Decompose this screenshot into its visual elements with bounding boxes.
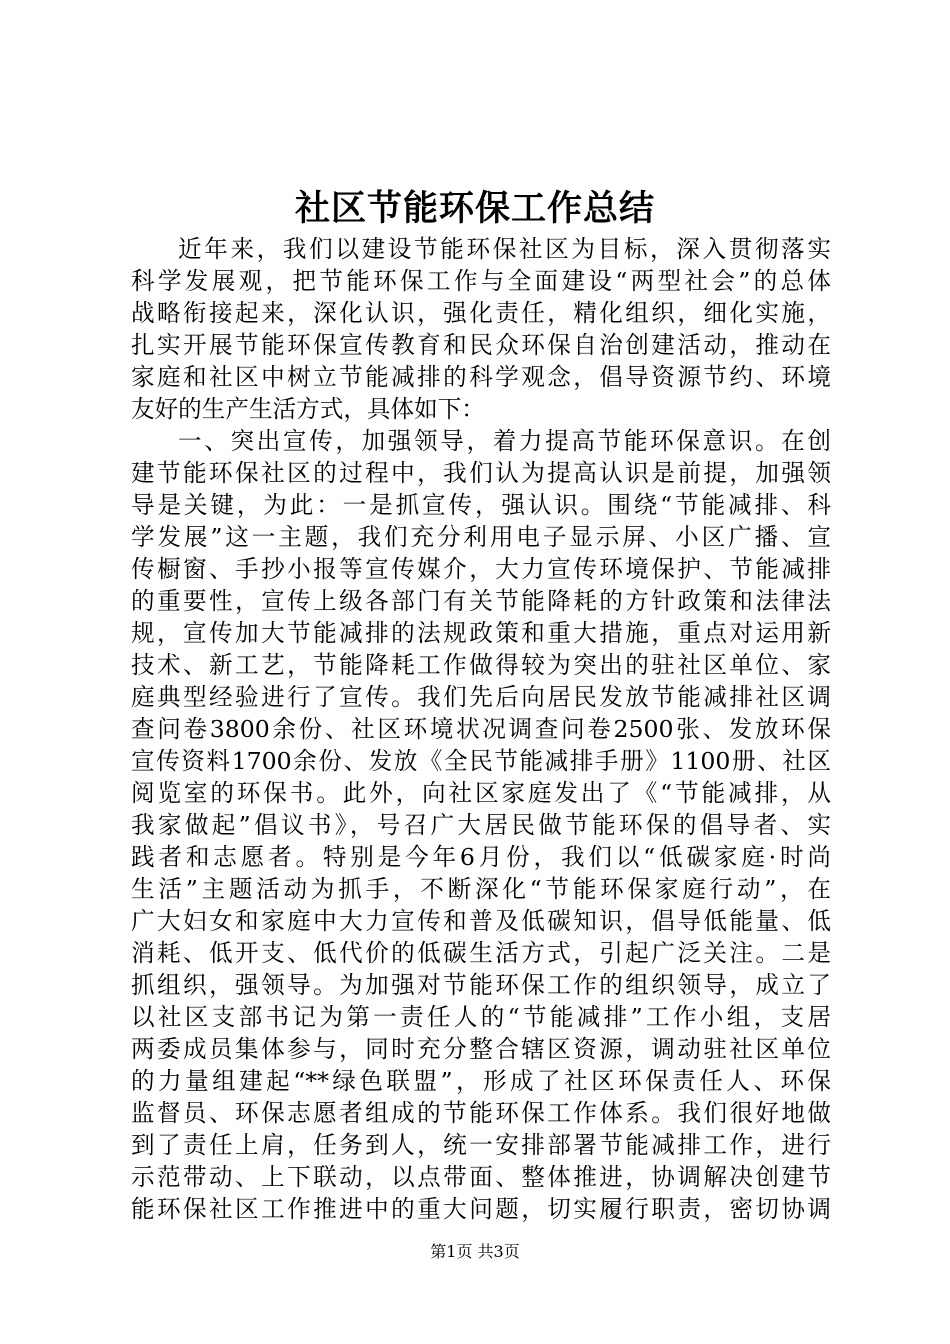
body-line: 两委成员集体参与，同时充分整合辖区资源，调动驻社区单位	[131, 1035, 831, 1063]
body-line: 一、突出宣传，加强领导，着力提高节能环保意识。在创	[178, 427, 831, 455]
body-line: 能环保社区工作推进中的重大问题，切实履行职责，密切协调	[131, 1195, 831, 1223]
body-line: 庭典型经验进行了宣传。我们先后向居民发放节能减排社区调	[131, 683, 831, 711]
body-line: 家庭和社区中树立节能减排的科学观念，倡导资源节约、环境	[131, 363, 831, 391]
body-line: 的重要性，宣传上级各部门有关节能降耗的方针政策和法律法	[131, 587, 831, 615]
body-line: 践者和志愿者。特别是今年6月份，我们以“低碳家庭·时尚	[131, 843, 831, 871]
body-line: 友好的生产生活方式，具体如下：	[131, 395, 485, 423]
body-line: 到了责任上肩，任务到人，统一安排部署节能减排工作，进行	[131, 1131, 831, 1159]
body-line: 阅览室的环保书。此外，向社区家庭发出了《“节能减排，从	[131, 779, 831, 807]
body-line: 抓组织，强领导。为加强对节能环保工作的组织领导，成立了	[131, 971, 831, 999]
body-line: 示范带动、上下联动，以点带面、整体推进，协调解决创建节	[131, 1163, 831, 1191]
body-line: 规，宣传加大节能减排的法规政策和重大措施，重点对运用新	[131, 619, 831, 647]
body-line: 以社区支部书记为第一责任人的“节能减排”工作小组，支居	[131, 1003, 831, 1031]
document-body	[131, 233, 831, 1225]
body-line: 消耗、低开支、低代价的低碳生活方式，引起广泛关注。二是	[131, 939, 831, 967]
body-line: 扎实开展节能环保宣传教育和民众环保自治创建活动，推动在	[131, 331, 831, 359]
body-line: 近年来，我们以建设节能环保社区为目标，深入贯彻落实	[178, 235, 831, 263]
document-title: 社区节能环保工作总结	[294, 188, 655, 229]
body-line: 监督员、环保志愿者组成的节能环保工作体系。我们很好地做	[131, 1099, 831, 1127]
body-line: 技术、新工艺，节能降耗工作做得较为突出的驻社区单位、家	[131, 651, 831, 679]
body-line: 战略衔接起来，深化认识，强化责任，精化组织，细化实施，	[131, 299, 831, 327]
body-line: 学发展”这一主题，我们充分利用电子显示屏、小区广播、宣	[131, 523, 831, 551]
body-line: 传橱窗、手抄小报等宣传媒介，大力宣传环境保护、节能减排	[131, 555, 831, 583]
body-line: 广大妇女和家庭中大力宣传和普及低碳知识，倡导低能量、低	[131, 907, 831, 935]
body-line: 建节能环保社区的过程中，我们认为提高认识是前提，加强领	[131, 459, 831, 487]
body-line: 查问卷3800余份、社区环境状况调查问卷2500张、发放环保	[131, 715, 831, 743]
page-number-footer: 第1页 共3页	[430, 1242, 520, 1261]
body-line: 的力量组建起“**绿色联盟”，形成了社区环保责任人、环保	[131, 1067, 831, 1095]
body-line: 我家做起”倡议书》，号召广大居民做节能环保的倡导者、实	[131, 811, 831, 839]
body-line: 导是关键，为此：一是抓宣传，强认识。围绕“节能减排、科	[131, 491, 831, 519]
body-line: 宣传资料1700余份、发放《全民节能减排手册》1100册、社区	[131, 747, 831, 775]
body-line: 生活”主题活动为抓手，不断深化“节能环保家庭行动”，在	[131, 875, 831, 903]
body-line: 科学发展观，把节能环保工作与全面建设“两型社会”的总体	[131, 267, 831, 295]
